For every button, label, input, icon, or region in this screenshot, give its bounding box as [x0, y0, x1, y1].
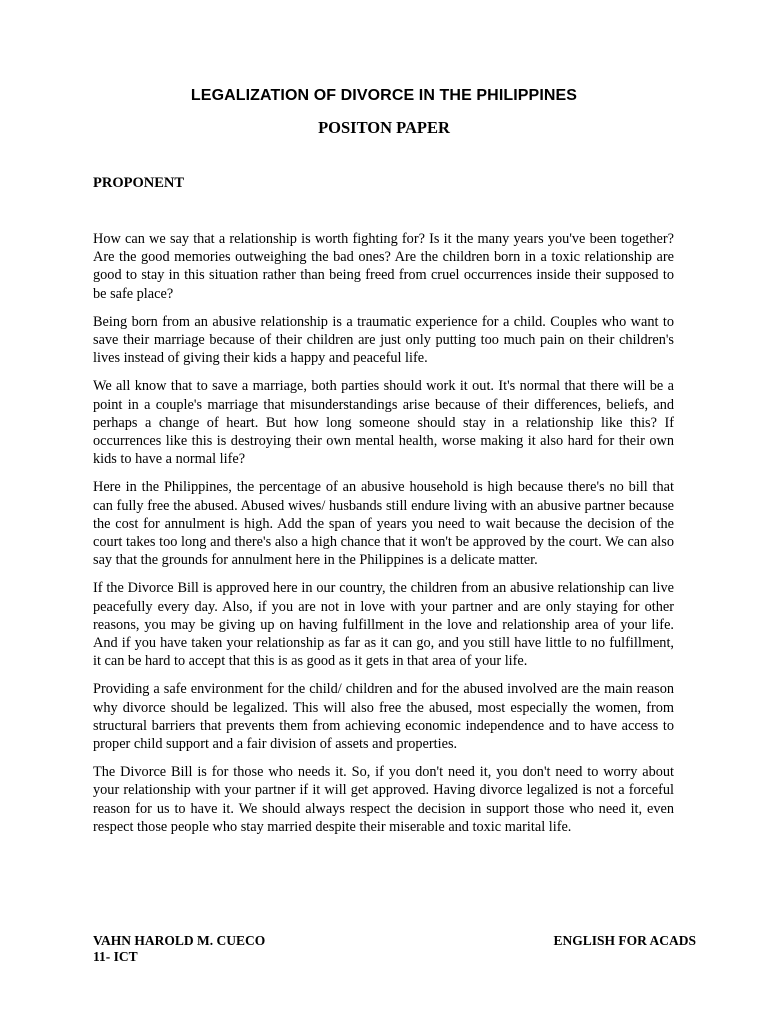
paragraph-5: If the Divorce Bill is approved here in our country, the children from an abusive relationship can live peacefully every day. Also, if you are not in love with your partner and are only staying for other reasons, you may be giving up on having fulfillment in the love and relationship area of your life. And if you have taken your relationship as far as it can go, and you still have little to no fulfillment, it can be hard to accept that this is as good as it gets in that area of your life. [93, 580, 674, 670]
document-subtitle: POSITON PAPER [318, 118, 450, 137]
paragraph-4: Here in the Philippines, the percentage of an abusive household is high because there's no bill that can fully free the abused. Abused wives/ husbands still endure living with an abusive partner because the cost for annulment is high. Add the span of years you need to wait because the decision of the court takes too long and there's also a high chance that it won't be approved by the court. We can also say that the grounds for annulment here in the Philippines is a delicate matter. [93, 479, 674, 569]
paragraph-7: The Divorce Bill is for those who needs it. So, if you don't need it, you don't need to worry about your relationship with your partner if it will get approved. Having divorce legalized is not a forceful reason for us to have it. We should always respect the decision in support those who need it, even respect those people who stay married despite their miserable and toxic marital life. [93, 764, 674, 835]
footer-subject: ENGLISH FOR ACADS [553, 933, 696, 948]
document-title: LEGALIZATION OF DIVORCE IN THE PHILIPPINES [190, 87, 578, 104]
author-section: 11- ICT [93, 949, 138, 964]
paragraph-1: How can we say that a relationship is worth fighting for? Is it the many years you've been together? Are the good memories outweighing the bad ones? Are the children born in a toxic relationship are good to stay in this situation rather than being freed from cruel occurrences inside their supposed to be safe place? [93, 231, 674, 302]
paragraph-6: Providing a safe environment for the child/ children and for the abused involved are the main reason why divorce should be legalized. This will also free the abused, most especially the women, from structural barriers that prevents them from achieving economic independence and to have access to proper child support and a fair division of assets and properties. [93, 681, 674, 753]
author-name: VAHN HAROLD M. CUECO [93, 933, 266, 948]
paragraph-3: We all know that to save a marriage, both parties should work it out. It's normal that there will be a point in a couple's marriage that misunderstandings arise because of their differences, beliefs, and perhaps a change of heart. But how long someone should stay in a relationship like this? If occurrences like this is destroying their own mental health, worse making it also hard for their own kids to have a normal life? [93, 378, 674, 468]
body-text [93, 230, 674, 846]
section-heading: PROPONENT [93, 175, 185, 191]
paragraph-2: Being born from an abusive relationship is a traumatic experience for a child. Couples who want to save their marriage because of their children are just only putting too much pain on their children's lives instead of giving their kids a happy and peaceful life. [93, 313, 674, 367]
footer-author-block [93, 933, 265, 965]
